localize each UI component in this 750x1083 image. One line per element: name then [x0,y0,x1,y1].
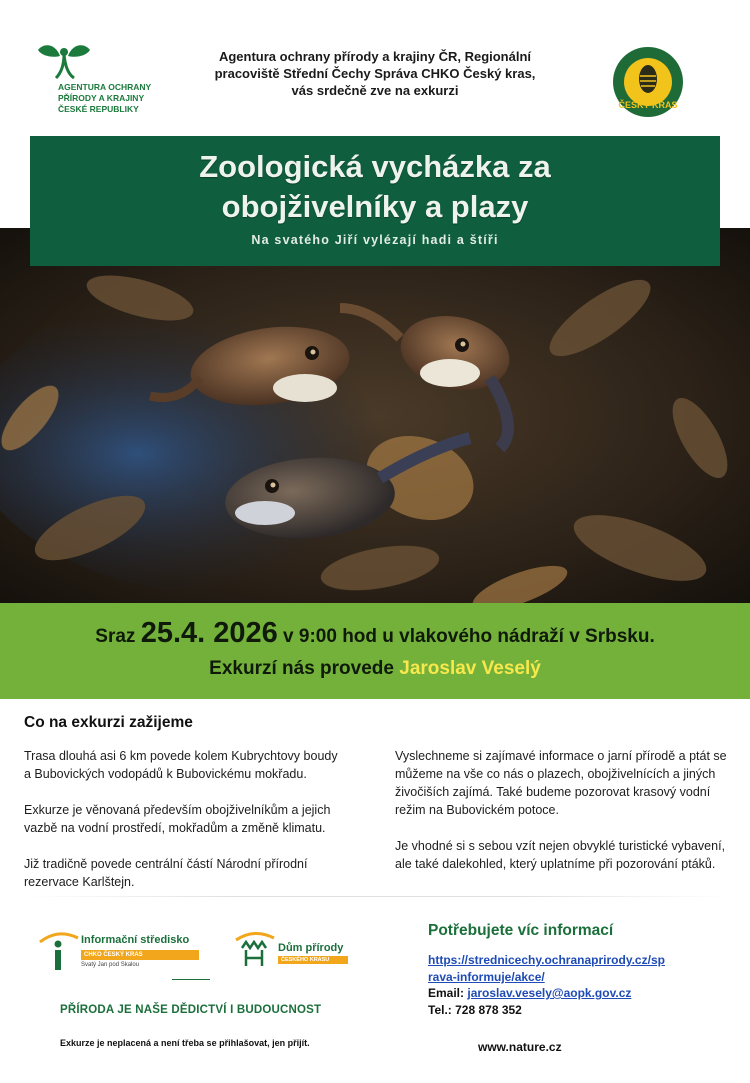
meeting-band [0,603,750,699]
trilobite-icon [639,65,657,93]
info-i-icon [36,928,80,976]
meeting-prefix: Sraz [95,626,136,647]
email-label: Email: [428,986,465,1000]
guide-info [0,658,750,680]
free-entry-note: Exkurze je neplacená a není třeba se přihlašovat, jen přijít. [60,1038,310,1048]
crown-house-icon [232,928,276,972]
left-column [24,747,344,909]
short-rule [172,979,210,980]
meeting-details: v 9:00 hod u vlakového nádraží v Srbsku. [283,626,655,647]
events-link[interactable]: https://strednicechy.ochranaprirody.cz/sprava-informuje/akce/ [428,953,665,984]
paragraph: Vyslechneme si zajímavé informace o jarní přírodě a ptát se můžeme na vše co nás o plazech, obojživelnících a jiných živočiších zajímá. Také budeme pozorovat krasový vodní režim na Bubovickém potoce. [395,749,727,817]
meeting-date: 25.4. 2026 [140,617,278,649]
nature-house-logo [232,928,362,976]
cesky-kras-badge [612,46,684,118]
guide-name: Jaroslav Veselý [399,658,541,679]
email-line [428,986,631,1000]
badge-name: ČESKÝ KRAS [618,100,678,110]
phone-line: Tel.: 728 878 352 [428,1003,522,1017]
nature-house-tag: ČESKÉHO KRASU [278,956,348,964]
divider [24,896,730,897]
paragraph: Je vhodné si s sebou vzít nejen obvyklé turistické vybavení, ale také dalekohled, který uplatníme při pozorování ptáků. [395,839,726,871]
page-title: Zoologická vycházka za obojživelníky a plazy [199,149,551,224]
right-column [395,747,735,891]
nature-house-name: Dům přírody [278,942,344,954]
contact-heading: Potřebujete víc informací [428,922,614,939]
frogs-photo [0,228,750,603]
page-subtitle: Na svatého Jiří vylézají hadi a štíři [251,233,499,247]
info-center-logo [36,928,206,976]
info-center-name: Informační středisko [81,934,190,946]
paragraph: Trasa dlouhá asi 6 km povede kolem Kubrychtovy boudy a Bubovických vodopádů k Bubovickému mokřadu. [24,749,338,781]
section-heading: Co na exkurzi zažijeme [24,714,193,731]
org-name: AGENTURA OCHRANY PŘÍRODY A KRAJINY ČESKÉ REPUBLIKY [58,82,152,114]
paragraph: Již tradičně povede centrální částí Národní přírodní rezervace Karlštejn. [24,857,308,889]
email-link[interactable]: jaroslav.vesely@aopk.gov.cz [467,986,632,1000]
motto: PŘÍRODA JE NAŠE DĚDICTVÍ I BUDOUCNOST [60,1004,322,1016]
title-banner [30,136,720,266]
guide-prefix: Exkurzí nás provede [209,658,394,679]
meeting-info [0,617,750,650]
info-center-tag: CHKO ČESKÝ KRAS [81,950,199,960]
info-center-place: Svatý Jan pod Skalou [81,962,140,968]
paragraph: Exkurze je věnovaná především obojživelníkům a jejich vazbě na vodní prostředí, mokřadům a změně klimatu. [24,803,331,835]
aopk-logo [30,42,180,122]
website-link[interactable]: www.nature.cz [478,1040,562,1054]
invitation-text: Agentura ochrany přírody a krajiny ČR, Regionální pracoviště Střední Čechy Správa CHKO Český kras, vás srdečně zve na exkurzi [214,49,536,98]
leaf-bird-icon [34,42,94,82]
